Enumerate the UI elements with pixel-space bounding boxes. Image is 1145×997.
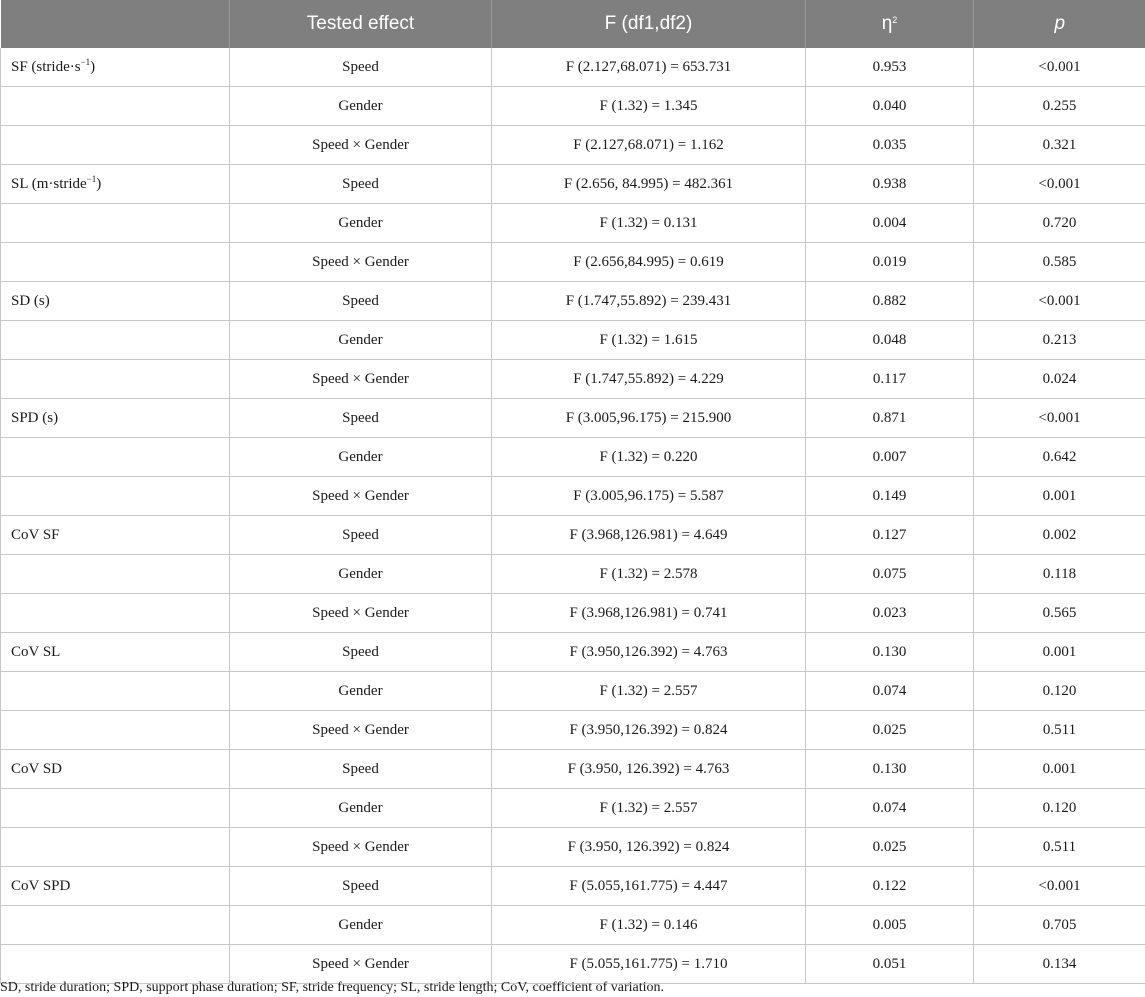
measure-label: CoV SD: [11, 760, 62, 777]
cell-tested-effect: Speed: [230, 165, 492, 204]
cell-p-value: 0.705: [974, 906, 1145, 945]
cell-f-statistic: F (2.127,68.071) = 1.162: [492, 126, 806, 165]
cell-tested-effect: Gender: [230, 87, 492, 126]
cell-tested-effect: Speed: [230, 633, 492, 672]
cell-measure: [1, 399, 230, 438]
cell-measure: [1, 87, 230, 126]
cell-measure: [1, 906, 230, 945]
measure-label: CoV SL: [11, 643, 61, 660]
cell-measure: [1, 750, 230, 789]
cell-tested-effect: Speed: [230, 750, 492, 789]
cell-p-value: 0.511: [974, 828, 1145, 867]
cell-f-statistic: F (1.32) = 0.146: [492, 906, 806, 945]
cell-p-value: 0.511: [974, 711, 1145, 750]
table-body: [1, 48, 1145, 984]
cell-f-statistic: F (3.968,126.981) = 4.649: [492, 516, 806, 555]
cell-p-value: 0.134: [974, 945, 1145, 984]
cell-f-statistic: F (3.950,126.392) = 0.824: [492, 711, 806, 750]
cell-tested-effect: Speed: [230, 516, 492, 555]
table-row: [1, 126, 1145, 165]
cell-eta-squared: 0.019: [806, 243, 974, 282]
table-row: [1, 399, 1145, 438]
table-row: [1, 828, 1145, 867]
cell-f-statistic: F (1.32) = 0.220: [492, 438, 806, 477]
cell-eta-squared: 0.051: [806, 945, 974, 984]
cell-eta-squared: 0.882: [806, 282, 974, 321]
cell-tested-effect: Speed: [230, 867, 492, 906]
cell-f-statistic: F (5.055,161.775) = 4.447: [492, 867, 806, 906]
table-row: [1, 711, 1145, 750]
cell-f-statistic: F (3.968,126.981) = 0.741: [492, 594, 806, 633]
table-row: [1, 321, 1145, 360]
cell-p-value: 0.585: [974, 243, 1145, 282]
cell-tested-effect: Gender: [230, 555, 492, 594]
cell-eta-squared: 0.953: [806, 48, 974, 87]
cell-measure: [1, 477, 230, 516]
table-row: [1, 633, 1145, 672]
table-row: [1, 906, 1145, 945]
cell-eta-squared: 0.117: [806, 360, 974, 399]
cell-measure: [1, 867, 230, 906]
cell-p-value: 0.002: [974, 516, 1145, 555]
table-row: [1, 867, 1145, 906]
cell-measure: [1, 48, 230, 87]
cell-p-value: <0.001: [974, 867, 1145, 906]
cell-f-statistic: F (1.32) = 0.131: [492, 204, 806, 243]
cell-tested-effect: Speed × Gender: [230, 126, 492, 165]
cell-measure: [1, 789, 230, 828]
cell-p-value: 0.213: [974, 321, 1145, 360]
cell-tested-effect: Gender: [230, 906, 492, 945]
cell-eta-squared: 0.005: [806, 906, 974, 945]
header-row: [1, 0, 1145, 48]
cell-tested-effect: Speed × Gender: [230, 945, 492, 984]
cell-measure: [1, 165, 230, 204]
table-row: [1, 477, 1145, 516]
cell-eta-squared: 0.004: [806, 204, 974, 243]
table-row: [1, 282, 1145, 321]
cell-p-value: 0.001: [974, 633, 1145, 672]
cell-p-value: 0.120: [974, 789, 1145, 828]
table-row: [1, 594, 1145, 633]
cell-tested-effect: Speed × Gender: [230, 243, 492, 282]
cell-eta-squared: 0.025: [806, 711, 974, 750]
cell-measure: [1, 711, 230, 750]
cell-f-statistic: F (3.950,126.392) = 4.763: [492, 633, 806, 672]
cell-f-statistic: F (2.127,68.071) = 653.731: [492, 48, 806, 87]
eta-exponent: 2: [892, 15, 898, 25]
cell-eta-squared: 0.122: [806, 867, 974, 906]
cell-tested-effect: Speed × Gender: [230, 711, 492, 750]
cell-measure: [1, 516, 230, 555]
cell-eta-squared: 0.035: [806, 126, 974, 165]
cell-p-value: <0.001: [974, 48, 1145, 87]
measure-unit-exponent: −1: [86, 173, 97, 184]
table-row: [1, 672, 1145, 711]
table-row: [1, 438, 1145, 477]
cell-f-statistic: F (1.32) = 2.557: [492, 672, 806, 711]
cell-f-statistic: F (2.656,84.995) = 0.619: [492, 243, 806, 282]
cell-measure: [1, 633, 230, 672]
cell-p-value: 0.120: [974, 672, 1145, 711]
cell-measure: [1, 360, 230, 399]
cell-tested-effect: Gender: [230, 204, 492, 243]
cell-eta-squared: 0.130: [806, 750, 974, 789]
table-row: [1, 516, 1145, 555]
eta-symbol: η: [881, 13, 893, 34]
cell-f-statistic: F (3.950, 126.392) = 4.763: [492, 750, 806, 789]
cell-f-statistic: F (3.950, 126.392) = 0.824: [492, 828, 806, 867]
cell-measure: [1, 672, 230, 711]
cell-f-statistic: F (5.055,161.775) = 1.710: [492, 945, 806, 984]
table-row: [1, 750, 1145, 789]
cell-p-value: 0.001: [974, 477, 1145, 516]
cell-eta-squared: 0.048: [806, 321, 974, 360]
cell-measure: [1, 321, 230, 360]
cell-tested-effect: Gender: [230, 789, 492, 828]
cell-p-value: <0.001: [974, 399, 1145, 438]
cell-measure: [1, 555, 230, 594]
table-row: [1, 48, 1145, 87]
cell-f-statistic: F (3.005,96.175) = 5.587: [492, 477, 806, 516]
cell-tested-effect: Speed × Gender: [230, 594, 492, 633]
cell-measure: [1, 204, 230, 243]
cell-f-statistic: F (1.747,55.892) = 4.229: [492, 360, 806, 399]
table-row: [1, 204, 1145, 243]
cell-measure: [1, 282, 230, 321]
measure-label: SD (s): [11, 292, 50, 309]
cell-eta-squared: 0.871: [806, 399, 974, 438]
cell-p-value: 0.565: [974, 594, 1145, 633]
header-p-value: p: [974, 0, 1145, 48]
measure-label: SL (m·stride: [11, 175, 87, 192]
cell-eta-squared: 0.075: [806, 555, 974, 594]
cell-eta-squared: 0.127: [806, 516, 974, 555]
cell-tested-effect: Gender: [230, 438, 492, 477]
cell-p-value: 0.255: [974, 87, 1145, 126]
cell-f-statistic: F (3.005,96.175) = 215.900: [492, 399, 806, 438]
cell-tested-effect: Speed: [230, 282, 492, 321]
cell-eta-squared: 0.007: [806, 438, 974, 477]
cell-f-statistic: F (1.32) = 1.615: [492, 321, 806, 360]
cell-f-statistic: F (1.32) = 2.578: [492, 555, 806, 594]
cell-measure: [1, 243, 230, 282]
table-row: [1, 165, 1145, 204]
cell-p-value: <0.001: [974, 165, 1145, 204]
header-measure: [1, 0, 230, 48]
header-tested-effect: Tested effect: [230, 0, 492, 48]
cell-eta-squared: 0.040: [806, 87, 974, 126]
cell-tested-effect: Speed × Gender: [230, 477, 492, 516]
table-row: [1, 360, 1145, 399]
cell-tested-effect: Speed × Gender: [230, 828, 492, 867]
table-footnote: SD, stride duration; SPD, support phase duration; SF, stride frequency; SL, stride length; CoV, coefficient of variation.: [0, 980, 665, 995]
cell-p-value: 0.321: [974, 126, 1145, 165]
cell-p-value: 0.642: [974, 438, 1145, 477]
cell-f-statistic: F (1.747,55.892) = 239.431: [492, 282, 806, 321]
measure-label: CoV SPD: [11, 877, 71, 894]
cell-eta-squared: 0.938: [806, 165, 974, 204]
table-header: [1, 0, 1145, 48]
cell-eta-squared: 0.130: [806, 633, 974, 672]
cell-f-statistic: F (1.32) = 1.345: [492, 87, 806, 126]
measure-label: SPD (s): [11, 409, 59, 426]
cell-p-value: 0.024: [974, 360, 1145, 399]
measure-unit-suffix: ): [96, 175, 102, 192]
table-row: [1, 945, 1145, 984]
cell-f-statistic: F (2.656, 84.995) = 482.361: [492, 165, 806, 204]
measure-label: CoV SF: [11, 526, 60, 543]
cell-eta-squared: 0.025: [806, 828, 974, 867]
cell-tested-effect: Gender: [230, 672, 492, 711]
measure-unit-exponent: −1: [80, 56, 91, 67]
cell-p-value: 0.720: [974, 204, 1145, 243]
cell-measure: [1, 126, 230, 165]
cell-eta-squared: 0.023: [806, 594, 974, 633]
header-f-statistic: F (df1,df2): [492, 0, 806, 48]
cell-p-value: <0.001: [974, 282, 1145, 321]
cell-p-value: 0.118: [974, 555, 1145, 594]
cell-measure: [1, 438, 230, 477]
cell-measure: [1, 594, 230, 633]
table-row: [1, 87, 1145, 126]
cell-eta-squared: 0.149: [806, 477, 974, 516]
cell-tested-effect: Speed: [230, 399, 492, 438]
header-eta-squared: [806, 0, 974, 48]
cell-tested-effect: Gender: [230, 321, 492, 360]
cell-eta-squared: 0.074: [806, 789, 974, 828]
cell-measure: [1, 945, 230, 984]
table-row: [1, 243, 1145, 282]
measure-label: SF (stride·s: [11, 58, 81, 75]
cell-eta-squared: 0.074: [806, 672, 974, 711]
cell-f-statistic: F (1.32) = 2.557: [492, 789, 806, 828]
table-row: [1, 789, 1145, 828]
cell-measure: [1, 828, 230, 867]
table-row: [1, 555, 1145, 594]
cell-tested-effect: Speed × Gender: [230, 360, 492, 399]
cell-p-value: 0.001: [974, 750, 1145, 789]
measure-unit-suffix: ): [90, 58, 96, 75]
cell-tested-effect: Speed: [230, 48, 492, 87]
